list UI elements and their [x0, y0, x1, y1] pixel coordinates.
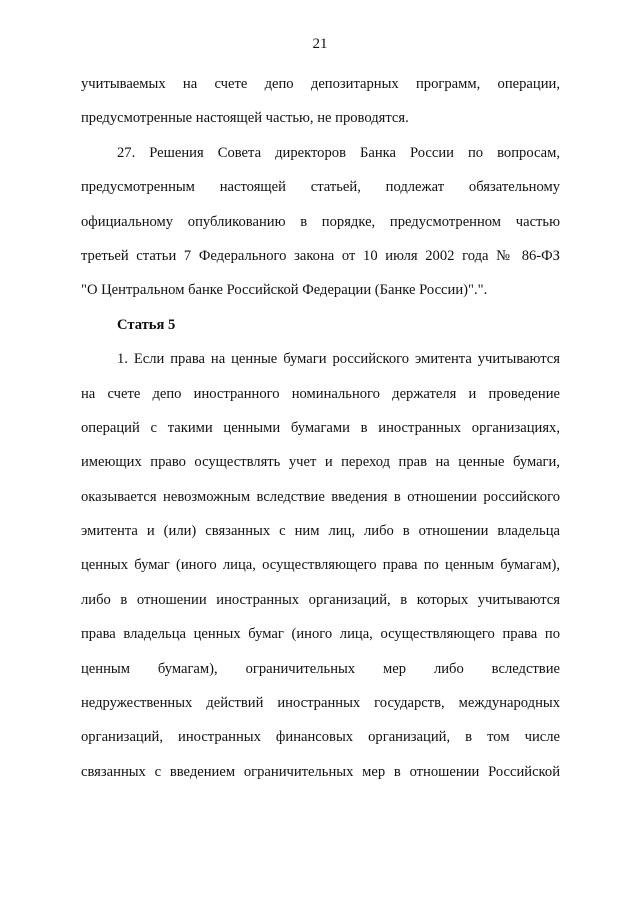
text-line: имеющих право осуществлять учет и переход прав на ценные бумаги,	[81, 454, 560, 471]
text-line: ценных бумаг (иного лица, осуществляющего права по ценным бумагам),	[81, 557, 560, 574]
text-line: третьей статьи 7 Федерального закона от 10 июля 2002 года № 86-ФЗ	[81, 247, 560, 264]
article-heading: Статья 5	[117, 316, 176, 333]
text-line: организаций, иностранных финансовых организаций, в том числе	[81, 729, 560, 746]
text-line: права владельца ценных бумаг (иного лица, осуществляющего права по	[81, 626, 560, 643]
text-line: оказывается невозможным вследствие введения в отношении российского	[81, 488, 560, 505]
text-line: предусмотренным настоящей статьей, подлежат обязательному	[81, 179, 560, 196]
text-line: официальному опубликованию в порядке, предусмотренном частью	[81, 213, 560, 230]
text-line: "О Центральном банке Российской Федерации (Банке России)".".	[81, 282, 488, 299]
text-line: связанных с введением ограничительных мер в отношении Российской	[81, 763, 560, 780]
text-line: недружественных действий иностранных государств, международных	[81, 695, 560, 712]
article-5-part-1-first-line: 1. Если права на ценные бумаги российского эмитента учитываются	[117, 351, 560, 368]
text-line: предусмотренные настоящей частью, не проводятся.	[81, 110, 409, 127]
text-line: операций с такими ценными бумагами в иностранных организациях,	[81, 419, 560, 436]
text-line: на счете депо иностранного номинального держателя и проведение	[81, 385, 560, 402]
page-number: 21	[312, 36, 328, 52]
text-line: учитываемых на счете депо депозитарных программ, операции,	[81, 76, 560, 92]
document-body	[81, 74, 560, 796]
paragraph-27-first-line: 27. Решения Совета директоров Банка России по вопросам,	[117, 144, 560, 161]
text-line: ценным бумагам), ограничительных мер либо вследствие	[81, 660, 560, 677]
text-line: либо в отношении иностранных организаций, в которых учитываются	[81, 591, 560, 608]
text-line: эмитента и (или) связанных с ним лиц, либо в отношении владельца	[81, 523, 560, 540]
